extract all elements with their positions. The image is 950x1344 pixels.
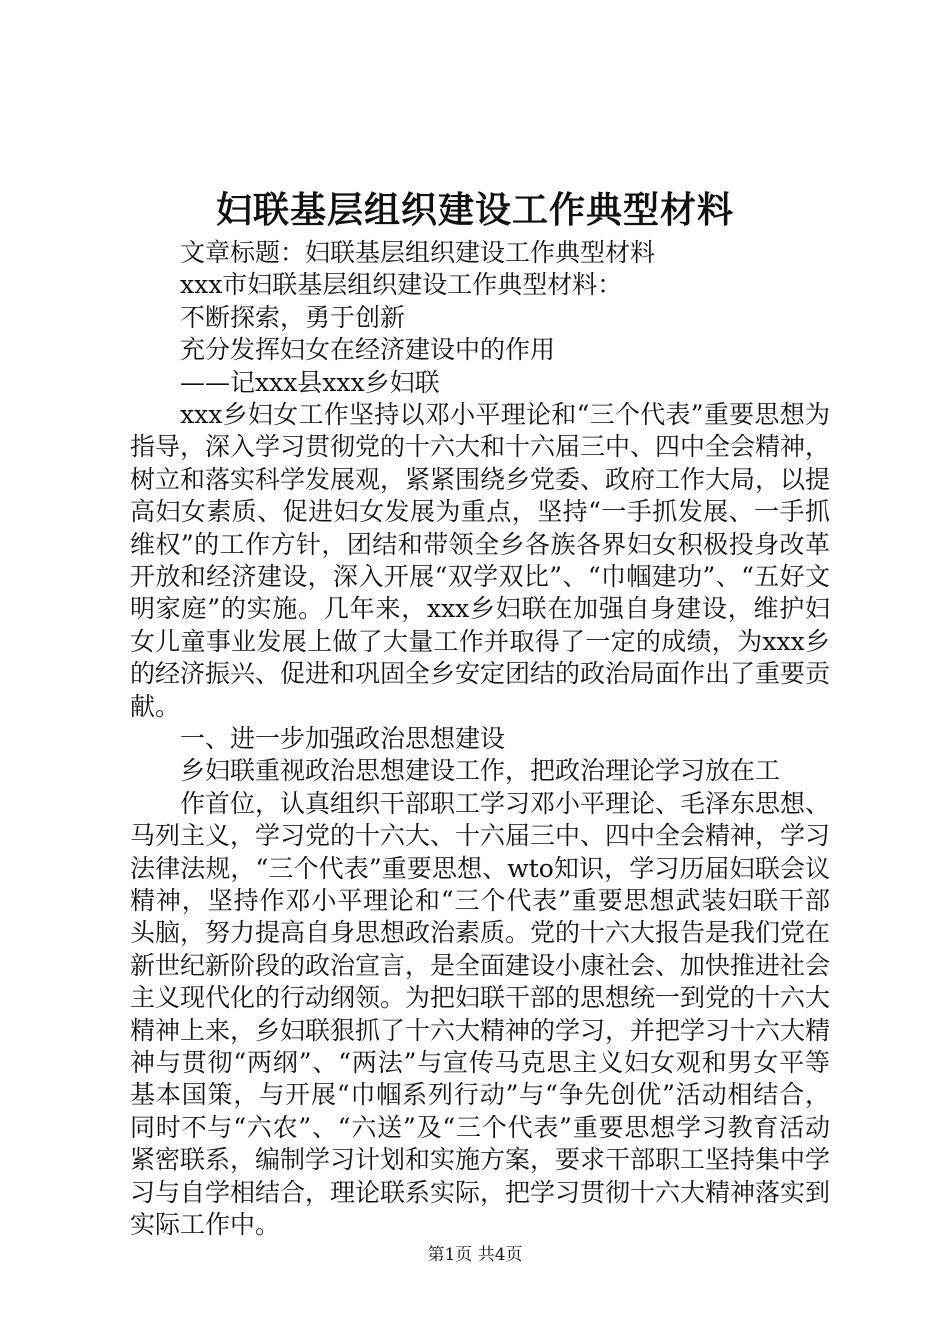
document-title: 妇联基层组织建设工作典型材料 [215,189,734,231]
section-paragraph: 作首位，认真组织干部职工学习邓小平理论、毛泽东思想、马列主义，学习党的十六大、十六届三中、四中全会精神，学习法律法规，“三个代表”重要思想、wto知识，学习历届妇联会议精神，坚持作邓小平理论和“三个代表”重要思想武装妇联干部头脑，努力提高自身思想政治素质。党的十六大报告是我们党在新世纪新阶段的政治宣言，是全面建设小康社会、加快推进社会主义现代化的行动纲领。为把妇联干部的思想统一到党的十六大精神上来，乡妇联狠抓了十六大精神的学习，并把学习十六大精神与贯彻“两纲”、“两法”与宣传马克思主义妇女观和男女平等基本国策，与开展“巾帼系列行动”与“争先创优”活动相结合，同时不与“六农”、“六送”及“三个代表”重要思想学习教育活动紧密联系，编制学习计划和实施方案，要求干部职工坚持集中学习与自学相结合，理论联系实际，把学习贯彻十六大精神落实到实际工作中。 [130,788,831,1240]
slogan-line-2: 充分发挥妇女在经济建设中的作用 [180,335,556,365]
section-lead-line: 乡妇联重视政治思想建设工作，把政治理论学习放在工 [180,756,781,786]
byline: ——记xxx县xxx乡妇联 [180,367,440,397]
page-number: 第1页 共4页 [427,1245,523,1265]
article-title-line: 文章标题：妇联基层组织建设工作典型材料 [180,238,656,267]
slogan-line-1: 不断探索，勇于创新 [180,302,406,332]
document-body [130,237,830,1241]
intro-paragraph: xxx乡妇女工作坚持以邓小平理论和“三个代表”重要思想为指导，深入学习贯彻党的十六大和十六届三中、四中全会精神，树立和落实科学发展观，紧紧围绕乡党委、政府工作大局，以提高妇女素质、促进妇女发展为重点，坚持“一手抓发展、一手抓维权”的工作方针，团结和带领全乡各族各界妇女积极投身改革开放和经济建设，深入开展“双学双比”、“巾帼建功”、“五好文明家庭”的实施。几年来，xxx乡妇联在加强自身建设，维护妇女儿童事业发展上做了大量工作并取得了一定的成绩，为xxx乡的经济振兴、促进和巩固全乡安定团结的政治局面作出了重要贡献。 [130,399,831,721]
section-heading: 一、进一步加强政治思想建设 [180,724,506,754]
material-heading-line: xxx市妇联基层组织建设工作典型材料： [180,270,623,300]
